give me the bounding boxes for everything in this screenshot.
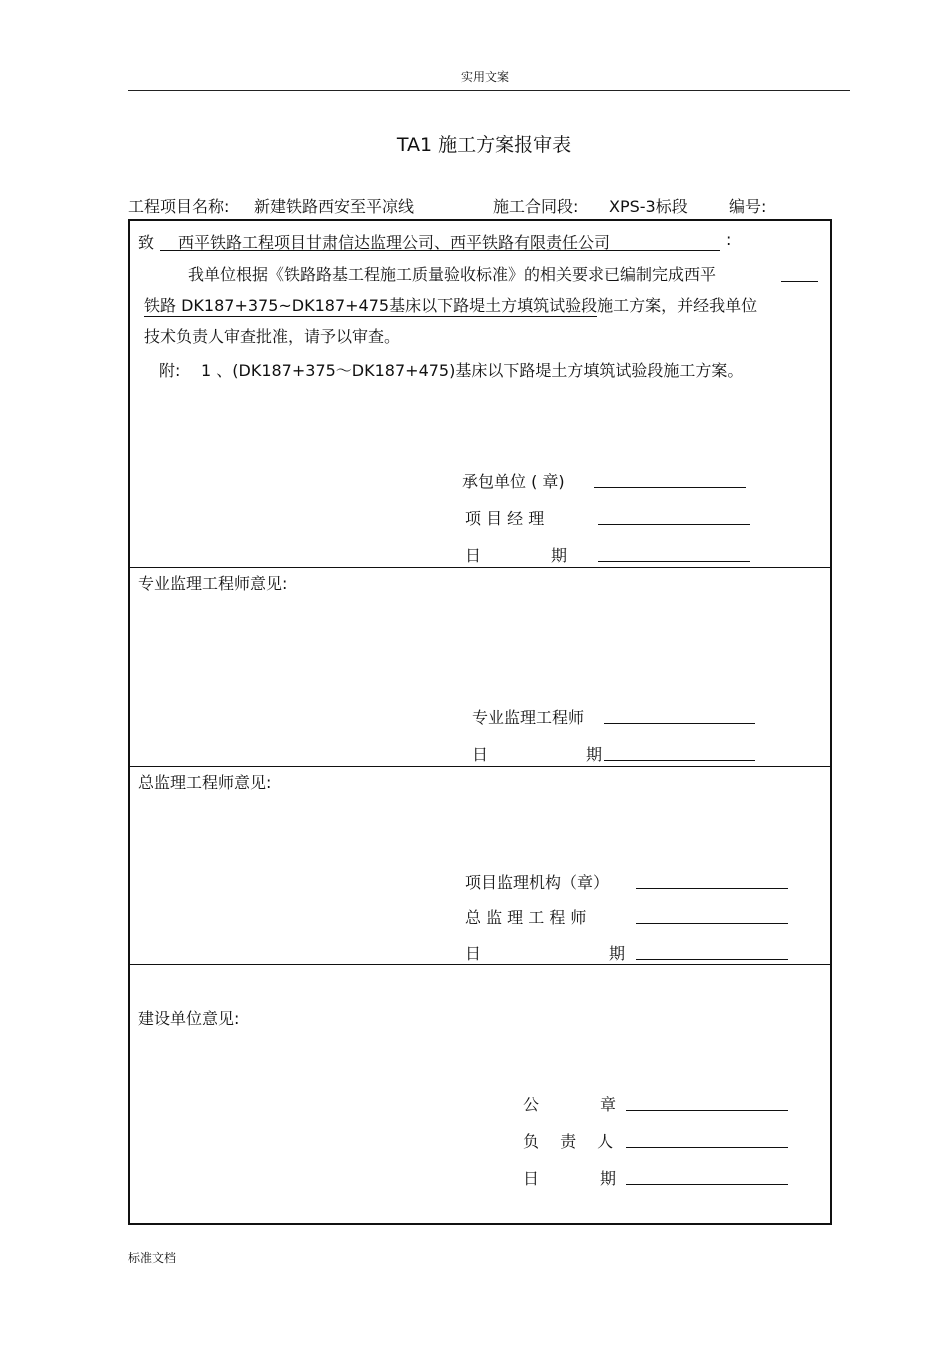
attachment-label: 附: [159, 361, 181, 380]
owner-seal-line [626, 1110, 788, 1111]
page-header: 实用文案 [460, 70, 509, 84]
contractor-date-label-b: 期 [551, 546, 568, 565]
recipient-underline [160, 250, 720, 251]
contract-section-label: 施工合同段: [493, 197, 579, 216]
owner-person-line [626, 1147, 788, 1148]
owner-date-label-a: 日 [523, 1169, 540, 1188]
owner-person-label: 负 责 人 [523, 1132, 614, 1151]
chief-engineer-label: 总 监 理 工 程 师 [465, 908, 587, 927]
body-line-2-rest: 施工方案，并经我单位 [597, 296, 758, 315]
section-divider-3 [130, 964, 830, 965]
chief-opinion-heading: 总监理工程师意见: [138, 773, 272, 792]
contractor-date-line [598, 561, 750, 562]
approval-form [128, 219, 832, 1225]
submission-body-line-3: 技术负责人审查批准，请予以审查。 [144, 327, 401, 346]
chief-date-label-a: 日 [465, 944, 482, 963]
scheme-scope: 铁路 DK187+375~DK187+475基床以下路堤土方填筑试验段 [144, 296, 598, 315]
specialist-opinion-heading: 专业监理工程师意见: [138, 574, 288, 593]
specialist-engineer-line [604, 723, 755, 724]
body-line-1-underline [781, 281, 818, 282]
contract-section-value: XPS-3标段 [609, 197, 688, 216]
owner-date-label-b: 期 [600, 1169, 617, 1188]
contractor-seal-label: 承包单位 ( 章) [462, 472, 565, 491]
submission-body-line-2 [144, 293, 757, 316]
owner-seal-label-b: 章 [600, 1095, 617, 1114]
section-divider-2 [130, 766, 830, 767]
contractor-date-label-a: 日 [465, 546, 482, 565]
project-name-label: 工程项目名称: [128, 197, 230, 216]
project-name-value: 新建铁路西安至平凉线 [254, 197, 415, 216]
chief-engineer-line [636, 923, 788, 924]
owner-seal-label-a: 公 [523, 1095, 540, 1114]
chief-date-label-b: 期 [609, 944, 626, 963]
contractor-seal-line [594, 487, 746, 488]
project-manager-label: 项 目 经 理 [465, 509, 545, 528]
supervision-org-line [636, 888, 788, 889]
chief-date-line [636, 959, 788, 960]
document-number-label: 编号: [729, 197, 767, 216]
project-manager-line [598, 524, 750, 525]
specialist-date-label-a: 日 [472, 745, 489, 764]
specialist-engineer-label: 专业监理工程师 [472, 708, 585, 727]
to-recipient: 西平铁路工程项目甘肃信达监理公司、西平铁路有限责任公司 [178, 233, 611, 252]
owner-opinion-heading: 建设单位意见: [138, 1009, 240, 1028]
specialist-date-label-b: 期 [586, 745, 603, 764]
form-title: TA1 施工方案报审表 [396, 134, 572, 156]
to-suffix: : [726, 230, 732, 249]
header-divider [128, 90, 850, 91]
to-prefix: 致 [138, 233, 155, 252]
submission-body-line-1: 我单位根据《铁路路基工程施工质量验收标准》的相关要求已编制完成西平 [188, 265, 717, 284]
supervision-org-label: 项目监理机构（章） [465, 873, 610, 892]
specialist-date-line [604, 760, 755, 761]
page-footer: 标准文档 [128, 1251, 177, 1265]
section-divider-1 [130, 567, 830, 568]
attachment-item: 1 、(DK187+375～DK187+475)基床以下路堤土方填筑试验段施工方案。 [201, 361, 744, 380]
owner-date-line [626, 1184, 788, 1185]
